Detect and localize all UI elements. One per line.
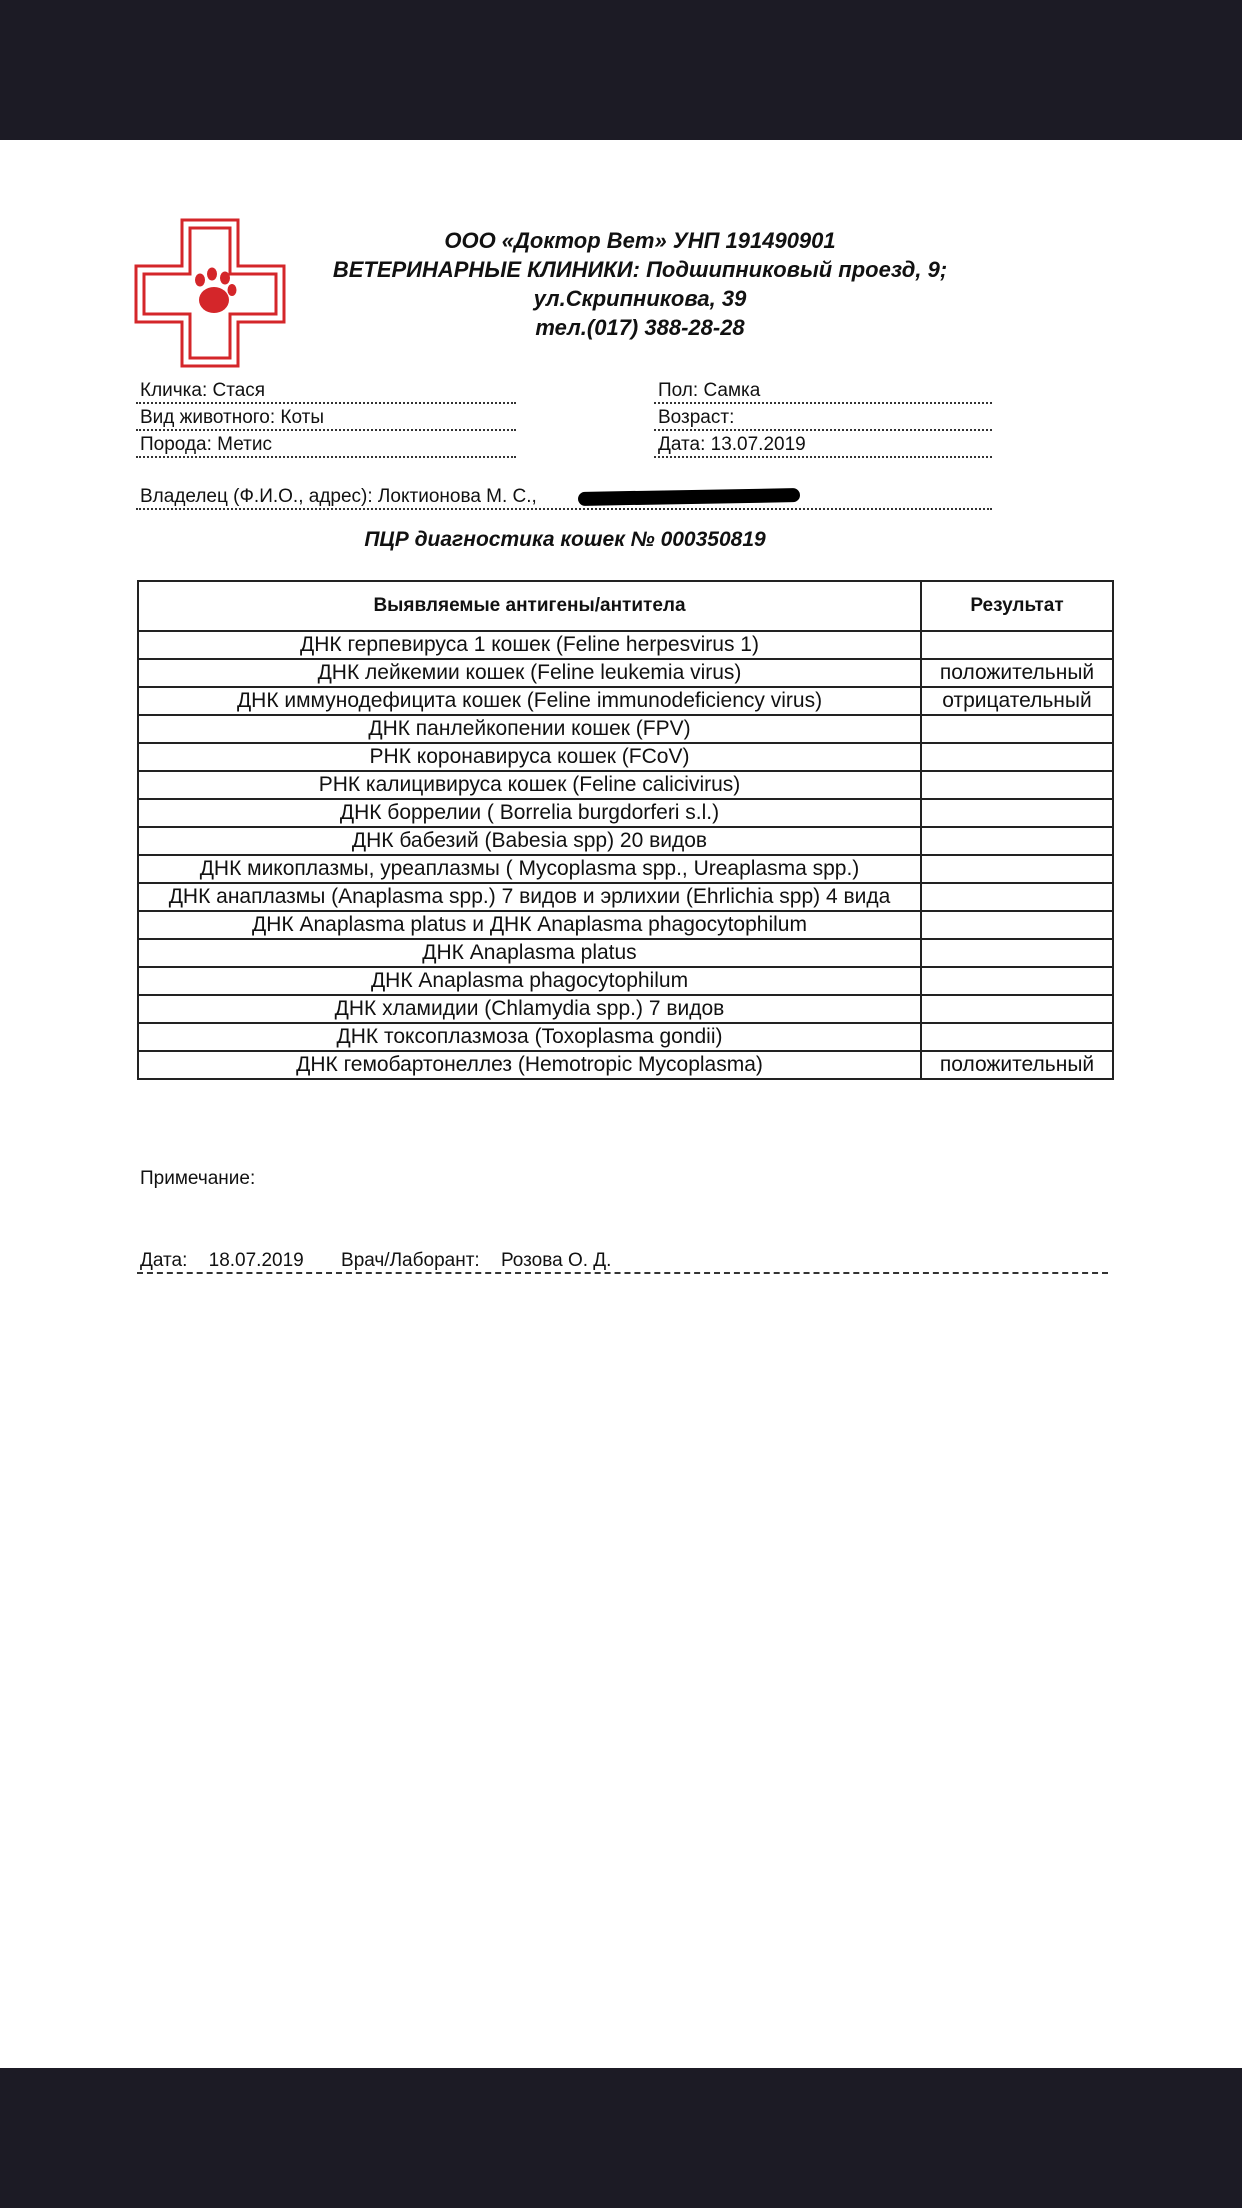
bottom-frame: [0, 2068, 1242, 2208]
header-antigens: Выявляемые антигены/антитела: [138, 581, 921, 631]
result-cell: [921, 967, 1113, 995]
table-row: [138, 659, 1113, 687]
test-name-cell: ДНК Anaplasma phagocytophilum: [138, 967, 921, 995]
table-row: [138, 799, 1113, 827]
table-row: [138, 967, 1113, 995]
test-name-cell: РНК коронавируса кошек (FCoV): [138, 743, 921, 771]
table-row: [138, 911, 1113, 939]
date-field: Дата: 13.07.2019: [654, 434, 992, 458]
result-cell: [921, 939, 1113, 967]
test-name-cell: ДНК лейкемии кошек (Feline leukemia virus): [138, 659, 921, 687]
breed-field: Порода: Метис: [136, 434, 516, 458]
table-row: [138, 771, 1113, 799]
test-name-cell: ДНК боррелии ( Borrelia burgdorferi s.l.): [138, 799, 921, 827]
result-cell: [921, 743, 1113, 771]
result-cell: [921, 883, 1113, 911]
pet-name-field: Кличка: Стася: [136, 380, 516, 404]
test-name-cell: ДНК Anaplasma platus: [138, 939, 921, 967]
note-label: Примечание:: [140, 1168, 256, 1189]
clinic-address-2: ул.Скрипникова, 39: [533, 286, 747, 311]
test-name-cell: РНК калицивируса кошек (Feline calicivirus): [138, 771, 921, 799]
table-row: [138, 939, 1113, 967]
test-name-cell: ДНК гемобартонеллез (Hemotropic Mycoplasma): [138, 1051, 921, 1079]
result-cell: [921, 995, 1113, 1023]
result-cell: [921, 827, 1113, 855]
table-header-row: [138, 581, 1113, 631]
table-row: [138, 855, 1113, 883]
result-cell: положительный: [921, 659, 1113, 687]
table-row: [138, 631, 1113, 659]
clinic-address: ВЕТЕРИНАРНЫЕ КЛИНИКИ: Подшипниковый проезд, 9;: [332, 257, 948, 282]
test-name-cell: ДНК токсоплазмоза (Toxoplasma gondii): [138, 1023, 921, 1051]
result-cell: положительный: [921, 1051, 1113, 1079]
test-name-cell: ДНК иммунодефицита кошек (Feline immunodeficiency virus): [138, 687, 921, 715]
table-row: [138, 827, 1113, 855]
table-row: [138, 1023, 1113, 1051]
result-cell: [921, 911, 1113, 939]
clinic-phone: тел.(017) 388-28-28: [535, 315, 745, 340]
test-name-cell: ДНК микоплазмы, уреаплазмы ( Mycoplasma spp., Ureaplasma spp.): [138, 855, 921, 883]
test-name-cell: ДНК герпевируса 1 кошек (Feline herpesvirus 1): [138, 631, 921, 659]
red-cross-paw-logo: [134, 218, 286, 368]
header-result: Результат: [921, 581, 1113, 631]
doctor-label: Врач/Лаборант:: [341, 1250, 480, 1271]
species-field: Вид животного: Коты: [136, 407, 516, 431]
result-cell: [921, 1023, 1113, 1051]
test-name-cell: ДНК анаплазмы (Anaplasma spp.) 7 видов и эрлихии (Ehrlichia spp) 4 вида: [138, 883, 921, 911]
result-cell: отрицательный: [921, 687, 1113, 715]
sign-date-label: Дата:: [140, 1250, 188, 1271]
result-cell: [921, 631, 1113, 659]
table-row: [138, 715, 1113, 743]
table-row: [138, 687, 1113, 715]
owner-field: Владелец (Ф.И.О., адрес): Локтионова М. С.,: [136, 486, 992, 510]
clinic-header: [310, 226, 970, 342]
age-field: Возраст:: [654, 407, 992, 431]
table-row: [138, 1051, 1113, 1079]
result-cell: [921, 799, 1113, 827]
clinic-name: ООО «Доктор Вет» УНП 191490901: [444, 228, 836, 253]
document-page: [0, 140, 1242, 2068]
results-table: [137, 580, 1114, 1080]
signature-line: [137, 1248, 1108, 1274]
test-name-cell: ДНК бабезий (Babesia spp) 20 видов: [138, 827, 921, 855]
doctor-name: Розова О. Д.: [500, 1250, 612, 1271]
test-name-cell: ДНК хламидии (Chlamydia spp.) 7 видов: [138, 995, 921, 1023]
table-row: [138, 883, 1113, 911]
result-cell: [921, 771, 1113, 799]
table-row: [138, 995, 1113, 1023]
sign-date-value: 18.07.2019: [208, 1250, 304, 1271]
test-name-cell: ДНК Anaplasma platus и ДНК Anaplasma phagocytophilum: [138, 911, 921, 939]
test-name-cell: ДНК панлейкопении кошек (FPV): [138, 715, 921, 743]
sex-field: Пол: Самка: [654, 380, 992, 404]
result-cell: [921, 715, 1113, 743]
table-row: [138, 743, 1113, 771]
result-cell: [921, 855, 1113, 883]
document-title: ПЦР диагностика кошек № 000350819: [364, 528, 766, 551]
